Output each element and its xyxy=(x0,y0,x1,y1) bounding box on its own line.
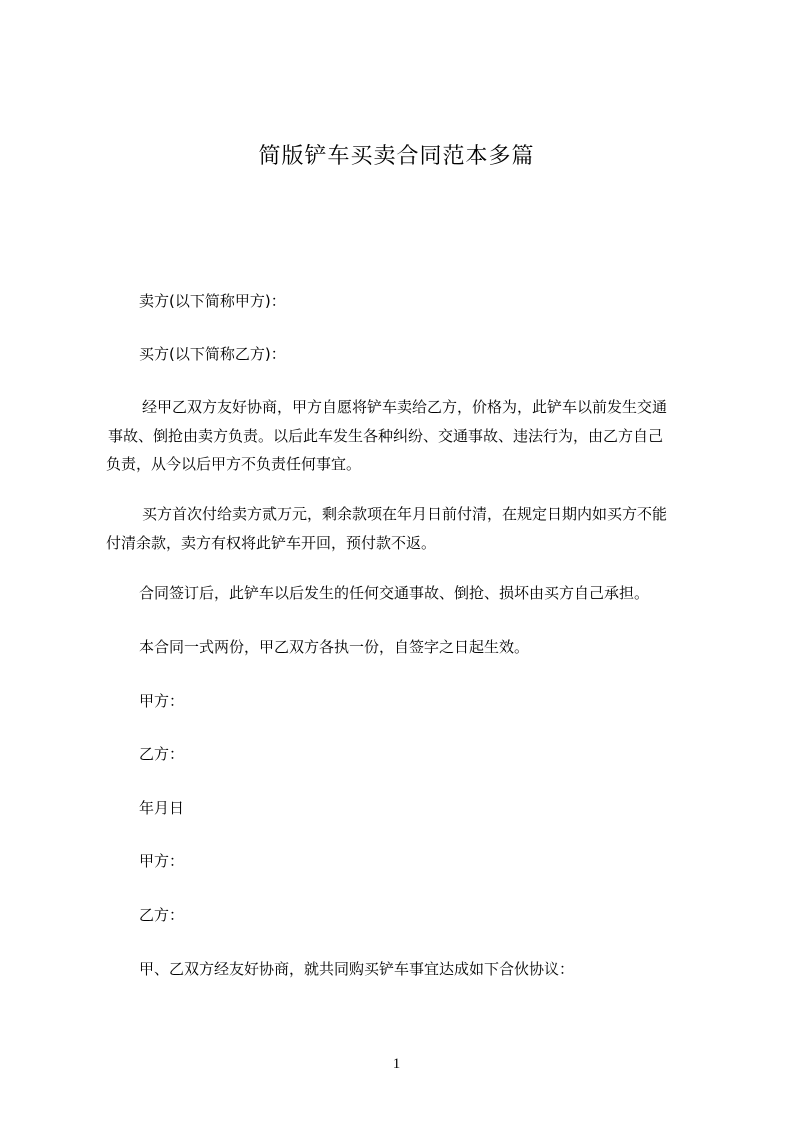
paragraph-partnership: 甲、乙双方经友好协商，就共同购买铲车事宜达成如下合伙协议： xyxy=(139,960,575,978)
party-b-signature-1: 乙方： xyxy=(139,745,185,763)
paragraph-price-terms xyxy=(106,393,710,479)
paragraph-line: 负责，从今以后甲方不负责任何事宜。 xyxy=(106,455,362,473)
party-a-signature-2: 甲方： xyxy=(139,852,185,870)
page-number: 1 xyxy=(392,1056,401,1072)
seller-line: 卖方(以下简称甲方)： xyxy=(139,292,286,310)
document-title: 简版铲车买卖合同范本多篇 xyxy=(258,144,535,169)
paragraph-line: 经甲乙双方友好协商，甲方自愿将铲车卖给乙方，价格为，此铲车以前发生交通 xyxy=(142,398,668,416)
paragraph-line: 事故、倒抢由卖方负责。以后此车发生各种纠纷、交通事故、违法行为，由乙方自己 xyxy=(108,426,664,445)
party-a-signature-1: 甲方： xyxy=(139,692,185,710)
paragraph-liability: 合同签订后，此铲车以后发生的任何交通事故、倒抢、损坏由买方自己承担。 xyxy=(139,584,650,602)
paragraph-line: 付清余款，卖方有权将此铲车开回，预付款不返。 xyxy=(106,533,437,552)
paragraph-payment-terms xyxy=(106,500,710,557)
paragraph-effective: 本合同一式两份，甲乙双方各执一份，自签字之日起生效。 xyxy=(139,638,530,656)
party-b-signature-2: 乙方： xyxy=(139,906,185,924)
paragraph-line: 买方首次付给卖方贰万元，剩余款项在年月日前付清，在规定日期内如买方不能 xyxy=(142,505,668,523)
date-line: 年月日 xyxy=(139,799,185,817)
buyer-line: 买方(以下简称乙方)： xyxy=(139,345,286,363)
